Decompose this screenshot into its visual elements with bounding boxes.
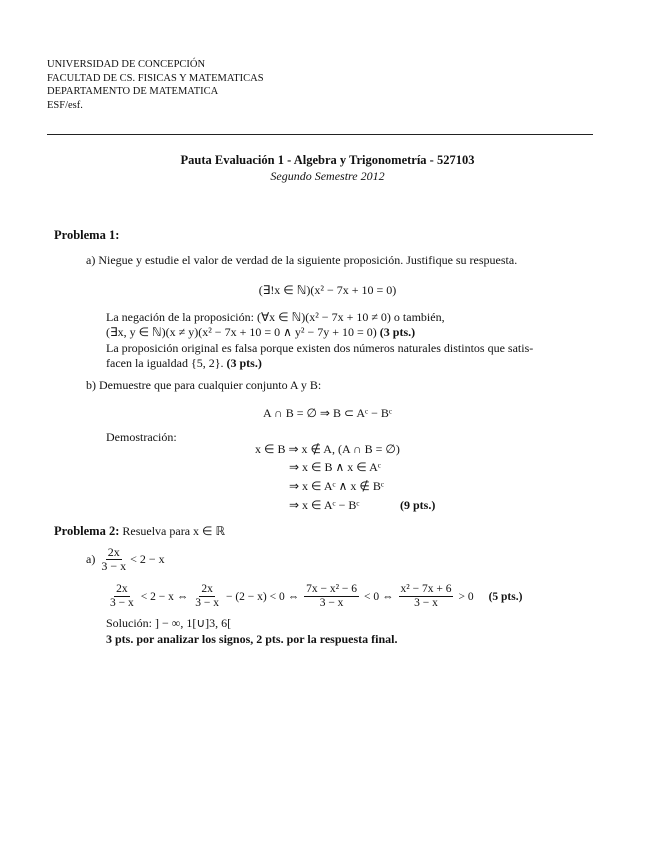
chain-step: − (2 − x) < 0 ⇔ (225, 590, 300, 603)
negation-line-2 (106, 325, 415, 340)
proof-line: ⇒ x ∈ B ∧ x ∈ Aᶜ (289, 460, 381, 474)
fraction (108, 583, 136, 610)
denominator: 3 − x (414, 597, 438, 609)
institution-header (47, 58, 264, 112)
item-label: a) (86, 552, 96, 566)
problem-1a-formula: (∃!x ∈ ℕ)(x² − 7x + 10 = 0) (258, 283, 397, 297)
grading-note: 3 pts. por analizar los signos, 2 pts. por la respuesta final. (106, 632, 398, 646)
problem-2-heading: Problema 2: (54, 524, 120, 538)
points-label: (9 pts.) (400, 498, 436, 512)
problem-2-intro: Resuelva para x ∈ ℝ (122, 524, 225, 538)
proof-line: ⇒ x ∈ Aᶜ ∧ x ∉ Bᶜ (289, 479, 384, 493)
denominator: 3 − x (319, 597, 344, 609)
header-line: FACULTAD DE CS. FISICAS Y MATEMATICAS (47, 72, 264, 84)
denominator: 3 − x (101, 559, 127, 573)
numerator: x² − 7x + 6 (400, 583, 452, 595)
inequality-rhs: < 2 − x (130, 552, 165, 566)
fraction (193, 583, 221, 610)
falsity-text: facen la igualdad {5, 2}. (106, 356, 224, 370)
numerator: 2x (107, 545, 120, 559)
problem-2a-statement (86, 546, 165, 573)
problem-1b-formula: A ∩ B = ∅ ⇒ B ⊂ Aᶜ − Bᶜ (263, 406, 392, 420)
proof-line: ⇒ x ∈ Aᶜ − Bᶜ (289, 498, 360, 512)
solution-line: Solución: ] − ∞, 1[∪]3, 6[ (106, 616, 232, 630)
falsity-line-1: La proposición original es falsa porque existen dos números naturales distintos que satis- (106, 341, 534, 355)
numerator: 2x (116, 583, 128, 595)
header-line: DEPARTAMENTO DE MATEMATICA (47, 86, 219, 97)
chain-step: > 0 (458, 590, 474, 603)
numerator: 7x − x² − 6 (306, 583, 358, 595)
points-label: (5 pts.) (488, 590, 523, 603)
falsity-line-2 (106, 356, 262, 371)
header-divider (47, 134, 593, 135)
denominator: 3 − x (110, 597, 134, 609)
proof-line: x ∈ B ⇒ x ∉ A, (A ∩ B = ∅) (255, 442, 400, 456)
points-label: (3 pts.) (226, 356, 262, 370)
negation-formula: (∃x, y ∈ ℕ)(x ≠ y)(x² − 7x + 10 = 0 ∧ y² − 7y + 10 = 0) (106, 325, 377, 339)
fraction (304, 583, 359, 610)
solution-chain (106, 583, 522, 610)
problem-1-heading: Problema 1: (54, 228, 120, 242)
document-subtitle: Segundo Semestre 2012 (270, 169, 385, 183)
numerator: 2x (201, 583, 213, 595)
document-title: Pauta Evaluación 1 - Algebra y Trigonometría - 527103 (180, 153, 475, 167)
chain-step: < 0 ⇔ (364, 590, 394, 603)
header-line: UNIVERSIDAD DE CONCEPCIÓN (47, 59, 206, 70)
denominator: 3 − x (195, 597, 219, 609)
demo-label: Demostración: (106, 430, 177, 444)
fraction (99, 546, 128, 573)
points-label: (3 pts.) (379, 325, 416, 339)
problem-1a-statement: a) Niegue y estudie el valor de verdad de la siguiente proposición. Justifique su respuesta. (86, 253, 518, 267)
negation-line-1: La negación de la proposición: (∀x ∈ ℕ)(x² − 7x + 10 ≠ 0) o también, (106, 310, 445, 324)
problem-2-header (54, 524, 225, 539)
header-line: ESF/esf. (47, 99, 83, 111)
problem-1b-statement: b) Demuestre que para cualquier conjunto A y B: (86, 378, 322, 392)
fraction (399, 583, 454, 610)
chain-step: < 2 − x ⇔ (140, 590, 189, 603)
